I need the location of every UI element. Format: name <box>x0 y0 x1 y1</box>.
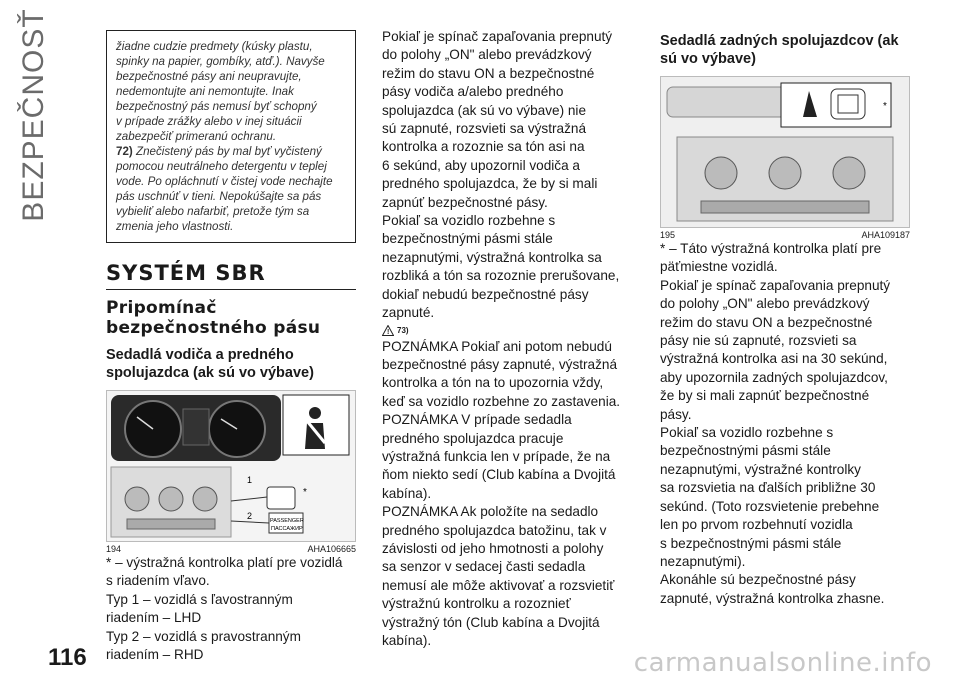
text-line: Typ 2 – vozidlá s pravostranným <box>106 628 301 644</box>
text-line: s riadením vľavo. <box>106 573 210 589</box>
figure-code: AHA109187 <box>861 230 910 240</box>
svg-text:!: ! <box>387 328 390 336</box>
text-line: režim do stavu ON a bezpečnostné <box>382 65 595 81</box>
text-line: výstražná kontrolka asi na 30 sekúnd, <box>660 351 888 367</box>
warning-reference-number: 73) <box>397 325 409 335</box>
text-line: POZNÁMKA Ak položíte na sedadlo <box>382 504 599 520</box>
warning-line: vybieliť alebo nafarbiť, pretože tým sa <box>116 205 310 218</box>
text-line: kontrolka a tón na to upozornia vždy, <box>382 375 604 391</box>
figure-caption <box>106 544 356 554</box>
text-line: Pokiaľ sa vozidlo rozbehne s <box>382 213 556 229</box>
text-line: nezapnutými). <box>660 553 746 569</box>
subsection-title: Pripomínač bezpečnostného pásu <box>106 298 321 338</box>
text-line: pásy vodiča a/alebo predného <box>382 84 564 100</box>
text-line: režim do stavu ON a bezpečnostné <box>660 314 873 330</box>
warning-reference[interactable] <box>382 325 632 336</box>
warning-line: v prípade zrážky alebo v inej situácii <box>116 115 302 128</box>
text-line: POZNÁMKA V prípade sedadla <box>382 412 572 428</box>
text-line: pásy nie sú zapnuté, rozsvieti sa <box>660 333 857 349</box>
text-line: kontrolka a rozoznie sa tón asi na <box>382 139 585 155</box>
text-line: bezpečnostnými pásmi stále <box>382 231 553 247</box>
watermark: carmanualsonline.info <box>633 648 932 678</box>
figure-194 <box>106 390 356 542</box>
text-line: bezpečnostnými pásmi stále <box>660 443 831 459</box>
warning-line: spinky na papier, gombíky, atď.). Navyše <box>116 55 325 68</box>
text-line: nezapnutými, výstražná kontrolka sa <box>382 249 602 265</box>
warning-line: zmenia jeho vlastnosti. <box>116 220 234 233</box>
text-line: zapnúť bezpečnostné pásy. <box>382 194 548 210</box>
passenger-label-ru: ПАССАЖИР <box>271 526 303 532</box>
text-line: 6 sekúnd, aby upozornil vodiča a <box>382 157 580 173</box>
callout-1: 1 <box>247 475 253 485</box>
warning-box <box>106 30 356 243</box>
warning-line: bezpečnostné pásy ani neupravujte, <box>116 70 302 83</box>
text-line: bezpečnostné pásy zapnuté, výstražná <box>382 356 618 372</box>
warning-triangle-icon <box>382 325 394 336</box>
warning-line: žiadne cudzie predmety (kúsky plastu, <box>116 40 313 53</box>
text-line: Pokiaľ je spínač zapaľovania prepnutý <box>660 277 891 293</box>
text-line: nezapnutými, výstražné kontrolky <box>660 461 861 477</box>
column-right <box>660 28 910 608</box>
text-line: výstražná funkcia len v prípade, že na <box>382 448 611 464</box>
text-line: Akonáhle sú bezpečnostné pásy <box>660 572 856 588</box>
callout-star: * <box>303 487 307 498</box>
seatbelt-warning-icon <box>309 407 321 419</box>
text-line: POZNÁMKA Pokiaľ ani potom nebudú <box>382 338 612 354</box>
text-line: predného spolujazdca pracuje <box>382 430 564 446</box>
text-line: do polohy „ON" alebo prevádzkový <box>382 47 592 63</box>
warning-number: 72) <box>116 145 133 158</box>
figure-number: 195 <box>660 230 676 240</box>
text-line: sa rozsvietia na ďalších približne 30 <box>660 480 876 496</box>
text-line: s bezpečnostnými pásmi stále <box>660 535 842 551</box>
figure-number: 194 <box>106 544 122 554</box>
section-side-tab <box>14 8 54 222</box>
text-line: zapnuté, výstražná kontrolka zhasne. <box>660 590 885 606</box>
figure-caption <box>660 230 910 240</box>
section-title: SYSTÉM SBR <box>106 261 356 290</box>
text-line: predného spolujazdca batožinu, tak v <box>382 522 607 538</box>
text-line: sú zapnuté, rozsvieti sa výstražná <box>382 121 586 137</box>
topic-heading: Sedadlá vodiča a predného spolujazdca (ak sú vo výbave) <box>106 347 314 381</box>
text-line: kabína). <box>382 633 432 648</box>
passenger-label: PASSENGER <box>270 518 304 524</box>
text-line: do polohy „ON" alebo prevádzkový <box>660 296 870 312</box>
text-line: ňom niekto sedí (Club kabína a Dvojitá <box>382 467 616 483</box>
text-line: sa senzor v sedacej časti sedadla <box>382 559 586 575</box>
text-line: len po prvom rozbehnutí vozidla <box>660 517 853 533</box>
side-tab-label: BEZPEČNOSŤ <box>17 8 50 222</box>
text-line: keď sa vozidlo rozbehne zo zastavenia. <box>382 393 621 409</box>
warning-line: bezpečnostný pás nemusí byť schopný <box>116 100 317 113</box>
warning-line: zabezpečiť primeranú ochranu. <box>116 130 277 143</box>
text-line: že by si mali zapnúť bezpečnostné <box>660 388 870 404</box>
callout-star: * <box>883 101 887 112</box>
callout-2: 2 <box>247 511 253 521</box>
text-line: nemusí ale môže aktivovať a rozsvietiť <box>382 577 615 593</box>
warning-line: pás uschnúť v tieni. Nepokúšajte sa pás <box>116 190 322 203</box>
column-left <box>106 30 356 664</box>
text-line: kabína). <box>382 485 432 501</box>
text-line: päťmiestne vozidlá. <box>660 259 778 275</box>
text-line: zapnuté. <box>382 305 435 321</box>
text-line: Pokiaľ sa vozidlo rozbehne s <box>660 425 834 441</box>
text-line: pásy. <box>660 406 692 422</box>
figure-code: AHA106665 <box>307 544 356 554</box>
text-line: závislosti od jeho hmotnosti a polohy <box>382 540 604 556</box>
text-line: spolujazdca (ak sú vo výbave) nie <box>382 102 587 118</box>
topic-heading: Sedadlá zadných spolujazdcov (ak sú vo výbave) <box>660 33 899 67</box>
rear-seatbelt-illustration <box>661 77 909 227</box>
text-line: výstražný tón (Club kabína a Dvojitá <box>382 614 600 630</box>
warning-line: pomocou neutrálneho detergentu v teplej <box>116 160 327 173</box>
text-line: aby upozornila zadných spolujazdcov, <box>660 369 888 385</box>
text-line: * – výstražná kontrolka platí pre vozidlá <box>106 555 343 570</box>
text-line: riadením – LHD <box>106 610 202 626</box>
page-number: 116 <box>48 644 87 671</box>
text-line: Pokiaľ je spínač zapaľovania prepnutý <box>382 29 613 44</box>
dashboard-illustration <box>107 391 355 541</box>
text-line: rozbliká a tón sa rozoznie prerušovane, <box>382 268 620 284</box>
text-line: výstražnú kontrolku a rozoznieť <box>382 596 571 612</box>
warning-line: Znečistený pás by mal byť vyčistený <box>136 145 322 158</box>
text-line: Typ 1 – vozidlá s ľavostranným <box>106 591 293 607</box>
text-line: dokiaľ nebudú bezpečnostné pásy <box>382 286 589 302</box>
text-line: sekúnd. (Toto rozsvietenie prebehne <box>660 498 880 514</box>
text-line: riadením – RHD <box>106 647 204 663</box>
text-line: predného spolujazdca, že by si mali <box>382 176 598 192</box>
text-line: * – Táto výstražná kontrolka platí pre <box>660 241 882 256</box>
warning-line: nedemontujte ani nemontujte. Inak <box>116 85 294 98</box>
column-middle <box>382 28 632 650</box>
warning-line: vode. Po opláchnutí v čistej vode nechajte <box>116 175 333 188</box>
figure-195 <box>660 76 910 228</box>
